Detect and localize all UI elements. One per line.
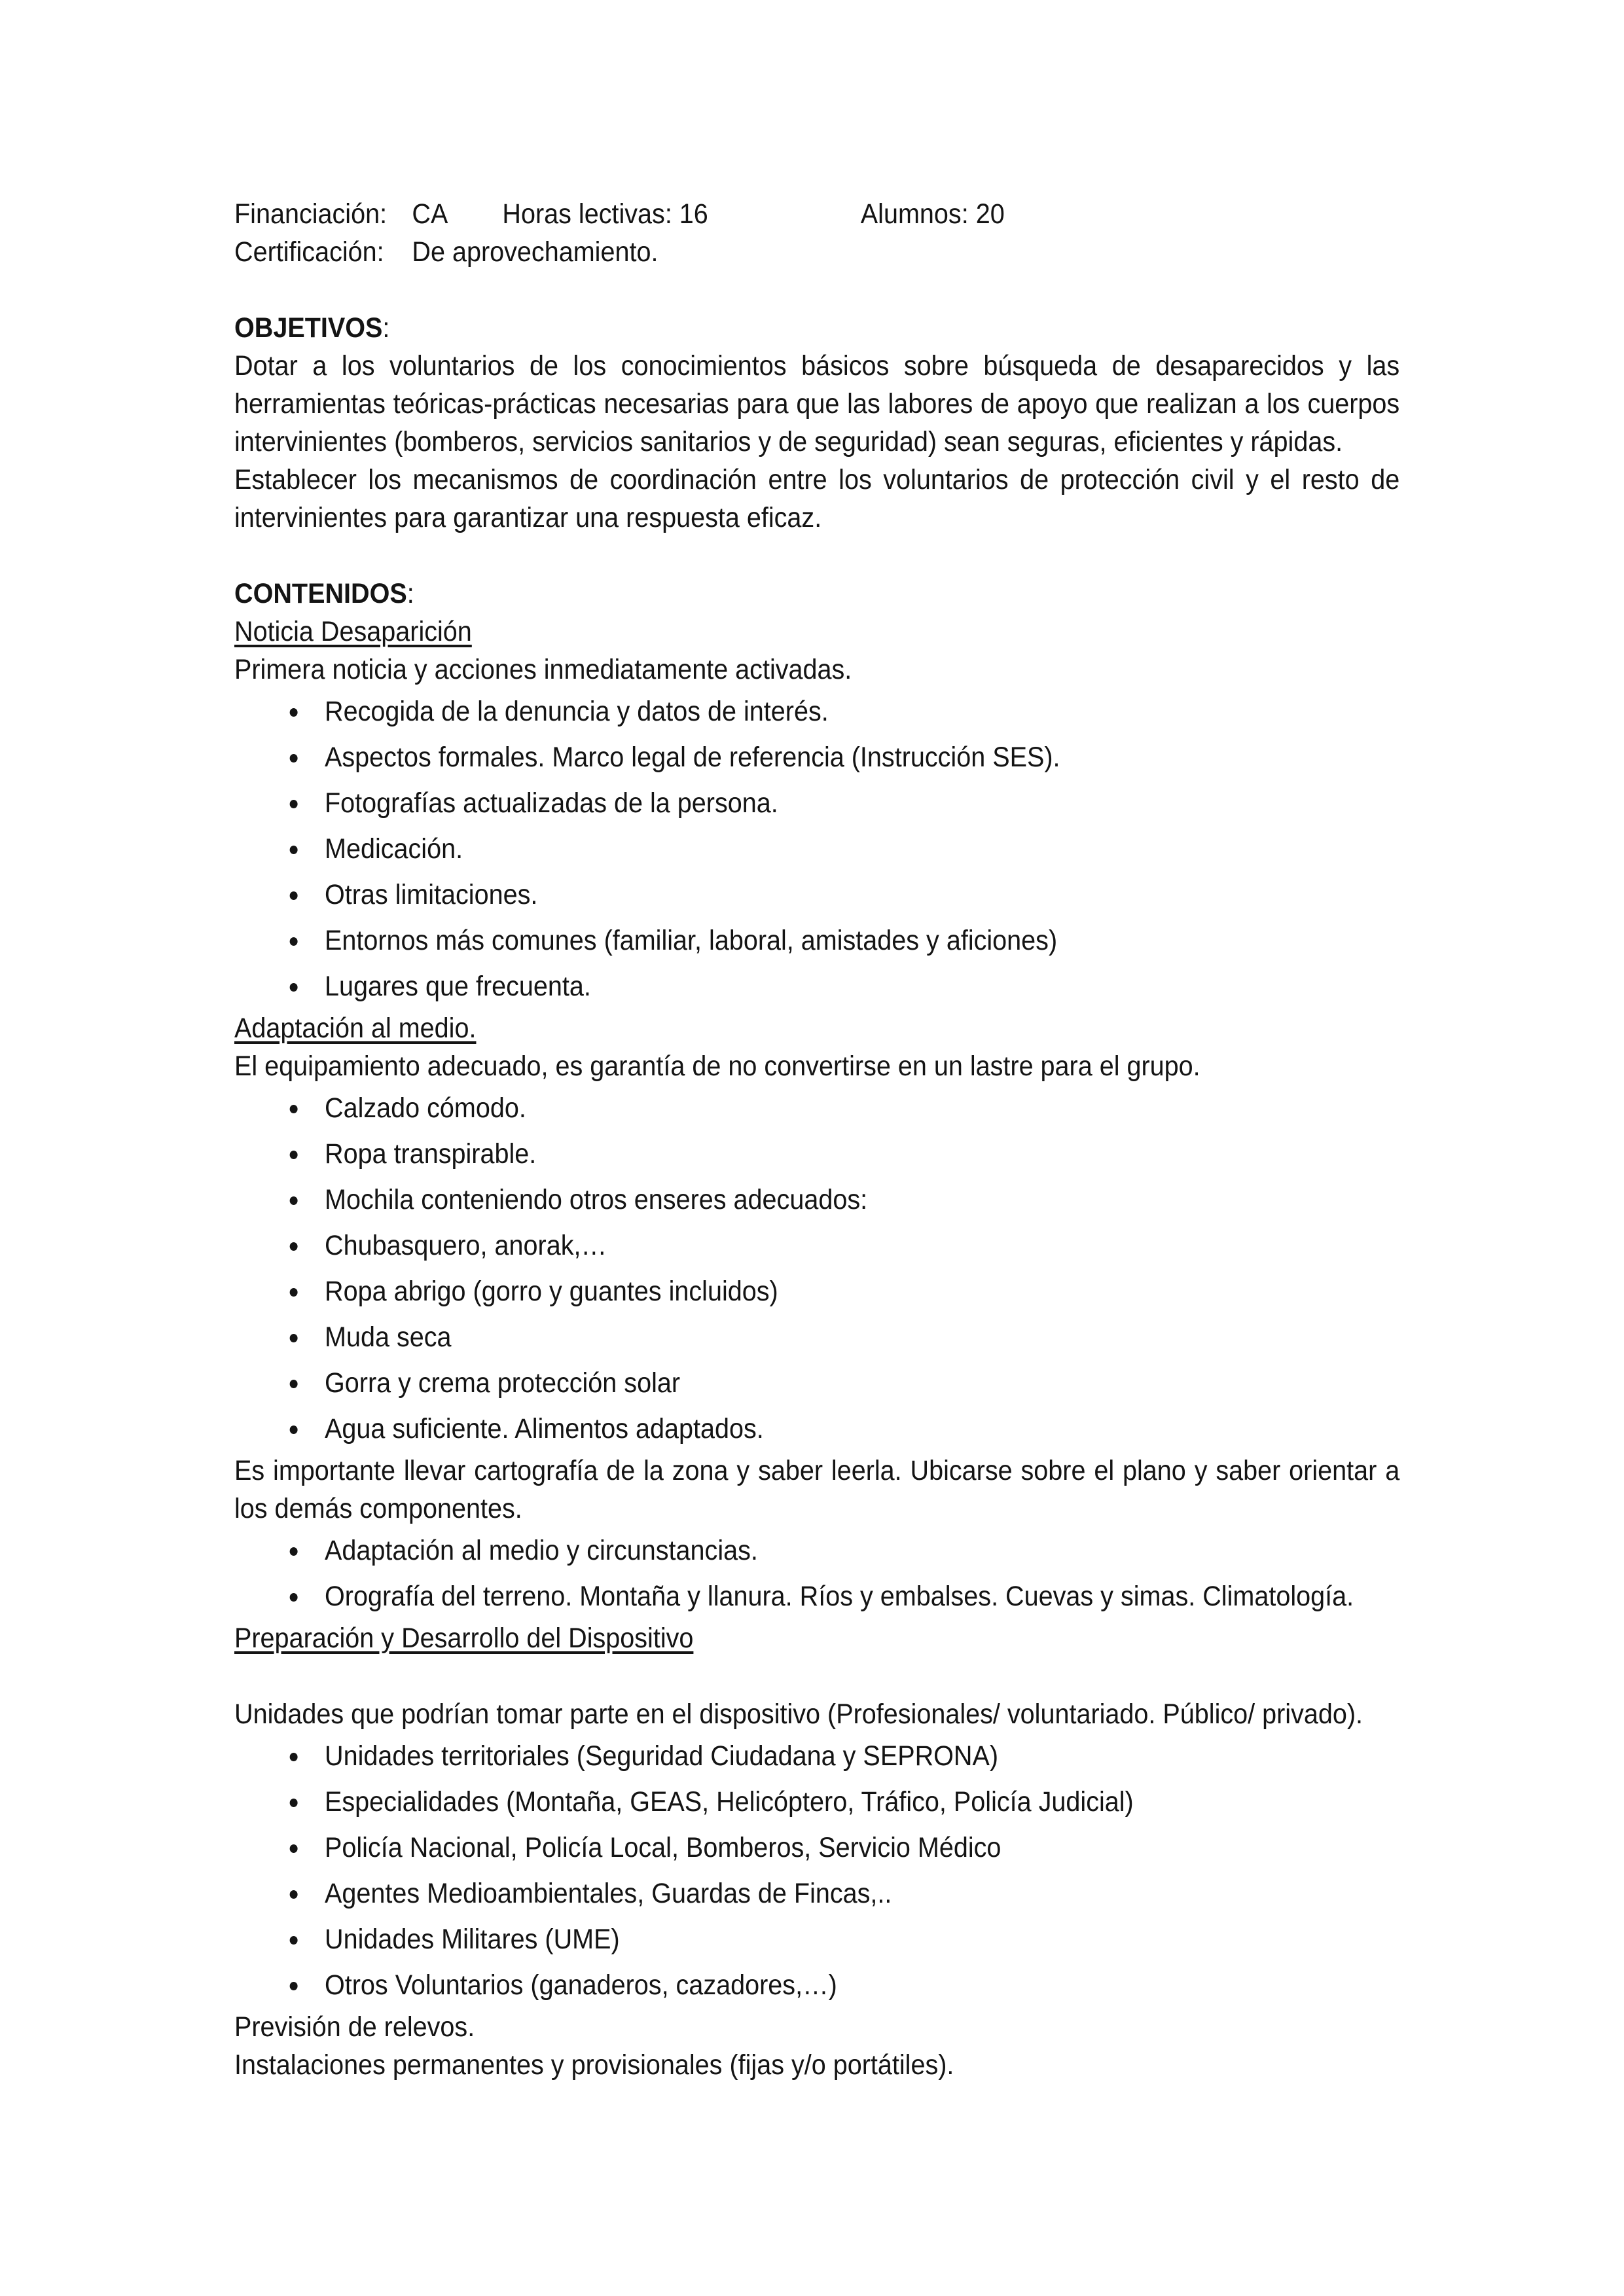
bullet-icon (290, 891, 298, 900)
bullet-icon (290, 1426, 298, 1434)
financiacion-value: CA (412, 198, 448, 230)
bullet-icon (290, 1936, 298, 1945)
alumnos: Alumnos: 20 (860, 198, 1005, 230)
bullet-icon (290, 1151, 298, 1159)
document-page (234, 195, 1400, 2084)
cartografia-paragraph: Es importante llevar cartografía de la zona y saber leerla. Ubicarse sobre el plano y saber orientar a los demás componentes. (234, 1455, 1400, 1524)
objetivos-heading (234, 309, 1307, 347)
bullet-icon (290, 1334, 298, 1342)
list-item: Entornos más comunes (familiar, laboral, amistades y aficiones) (234, 918, 1307, 963)
list-item: Gorra y crema protección solar (234, 1360, 1307, 1406)
bullet-icon (290, 937, 298, 946)
bullet-icon (290, 1799, 298, 1807)
list-item: Muda seca (234, 1314, 1307, 1360)
certificacion-value: De aprovechamiento. (412, 236, 659, 268)
bullet-icon (290, 754, 298, 762)
meta-row-financiacion (234, 195, 1307, 233)
bullet-icon (290, 983, 298, 992)
bullet-icon (290, 1593, 298, 1602)
noticia-intro: Primera noticia y acciones inmediatamente activadas. (234, 654, 852, 685)
list-item: Recogida de la denuncia y datos de interés. (234, 689, 1307, 734)
financiacion-label: Financiación: (234, 198, 388, 230)
list-item: Policía Nacional, Policía Local, Bomberos, Servicio Médico (234, 1825, 1307, 1871)
preparacion-list (234, 1733, 1307, 2008)
list-item: Calzado cómodo. (234, 1085, 1307, 1131)
adaptacion-intro: El equipamiento adecuado, es garantía de no convertirse en un lastre para el grupo. (234, 1050, 1200, 1082)
contenidos-title: CONTENIDOS (234, 578, 407, 609)
list-item: Chubasquero, anorak,… (234, 1223, 1307, 1268)
bullet-icon (290, 1380, 298, 1388)
bullet-icon (290, 1242, 298, 1251)
list-item: Ropa abrigo (gorro y guantes incluidos) (234, 1268, 1307, 1314)
bullet-icon (290, 1753, 298, 1761)
bullet-icon (290, 1547, 298, 1556)
bullet-icon (290, 846, 298, 854)
list-item: Agentes Medioambientales, Guardas de Fincas,.. (234, 1871, 1307, 1916)
bullet-icon (290, 1196, 298, 1205)
list-item: Mochila conteniendo otros enseres adecuados: (234, 1177, 1307, 1223)
adaptacion-list-2 (234, 1528, 1354, 1619)
list-item: Otras limitaciones. (234, 872, 1307, 918)
objetivos-paragraph-1: Dotar a los voluntarios de los conocimientos básicos sobre búsqueda de desaparecidos y las herramientas teóricas-prácticas necesarias para que las labores de apoyo que realizan a los cuerpos intervinientes (bomberos, servicios sanitarios y de seguridad) sean seguras, eficientes y rápidas. (234, 350, 1400, 457)
list-item: Medicación. (234, 826, 1307, 872)
list-item: Orografía del terreno. Montaña y llanura. Ríos y embalses. Cuevas y simas. Climatología. (234, 1573, 1307, 1619)
bullet-icon (290, 708, 298, 717)
preparacion-intro: Unidades que podrían tomar parte en el dispositivo (Profesionales/ voluntariado. Público/ privado). (234, 1698, 1363, 1730)
list-item: Unidades Militares (UME) (234, 1916, 1307, 1962)
contenidos-heading (234, 575, 1307, 613)
list-item: Especialidades (Montaña, GEAS, Helicóptero, Tráfico, Policía Judicial) (234, 1779, 1307, 1825)
preparacion-title: Preparación y Desarrollo del Dispositivo (234, 1623, 694, 1654)
list-item: Aspectos formales. Marco legal de referencia (Instrucción SES). (234, 734, 1307, 780)
bullet-icon (290, 800, 298, 808)
bullet-icon (290, 1844, 298, 1853)
list-item: Lugares que frecuenta. (234, 963, 1307, 1009)
list-item: Adaptación al medio y circunstancias. (234, 1528, 1307, 1573)
certificacion-label: Certificación: (234, 236, 384, 268)
list-item: Agua suficiente. Alimentos adaptados. (234, 1406, 1307, 1452)
adaptacion-title: Adaptación al medio. (234, 1013, 477, 1044)
objetivos-title: OBJETIVOS (234, 312, 383, 344)
objetivos-colon: : (382, 312, 390, 344)
bullet-icon (290, 1982, 298, 1990)
list-item: Otros Voluntarios (ganaderos, cazadores,…) (234, 1962, 1307, 2008)
bullet-icon (290, 1105, 298, 1113)
instalaciones: Instalaciones permanentes y provisionales (fijas y/o portátiles). (234, 2049, 954, 2081)
objetivos-paragraph-2: Establecer los mecanismos de coordinación entre los voluntarios de protección civil y el resto de intervinientes para garantizar una respuesta eficaz. (234, 464, 1400, 533)
horas-lectivas: Horas lectivas: 16 (502, 198, 708, 230)
noticia-list (234, 689, 1307, 1009)
bullet-icon (290, 1890, 298, 1899)
meta-row-certificacion (234, 233, 1307, 271)
list-item: Fotografías actualizadas de la persona. (234, 780, 1307, 826)
list-item: Unidades territoriales (Seguridad Ciudadana y SEPRONA) (234, 1733, 1307, 1779)
adaptacion-list (234, 1085, 1307, 1452)
list-item: Ropa transpirable. (234, 1131, 1307, 1177)
prevision-relevos: Previsión de relevos. (234, 2011, 475, 2043)
noticia-title: Noticia Desaparición (234, 616, 472, 647)
bullet-icon (290, 1288, 298, 1297)
contenidos-colon: : (406, 578, 414, 609)
